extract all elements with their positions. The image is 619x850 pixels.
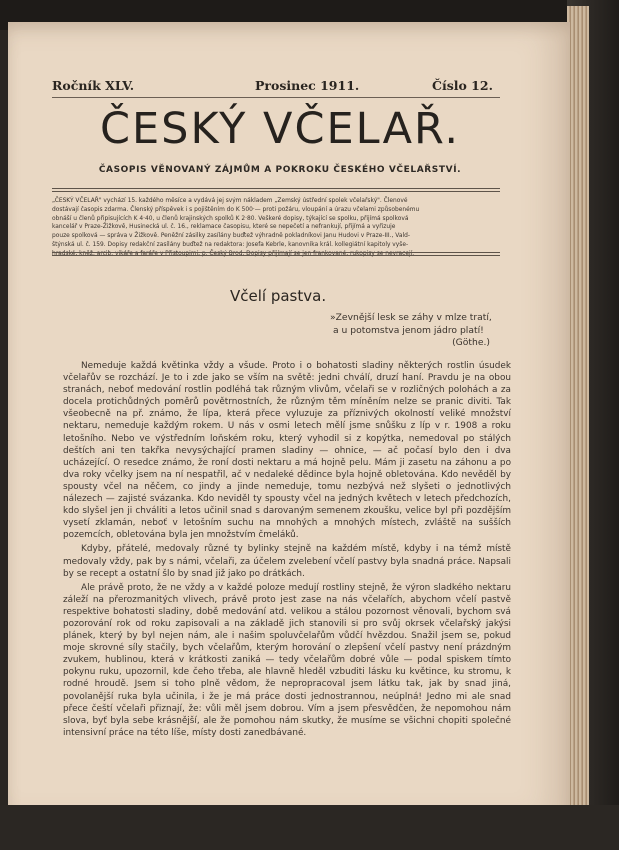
publication-info-box <box>52 197 500 259</box>
info-box-bottom-rule <box>52 252 500 256</box>
issue-number: Číslo 12. <box>432 78 493 93</box>
epigraph <box>330 312 512 350</box>
info-line: „ČESKÝ VČELAŘ" vychází 15. každého měsíce a vydává jej svým nákladem „Zemský ústřední spolek včelařský". Členové <box>52 198 408 204</box>
info-line: hradské, kněž. arcib. vikáře a faráře v Přistoupimi, p. Český Brod. Dopisy přijímají se jen frankované, rukopisy se nevracejí. <box>52 250 415 257</box>
epigraph-author: (Göthe.) <box>452 337 490 349</box>
masthead-title: ČESKÝ VČELAŘ. <box>99 104 461 154</box>
masthead-subtitle: ČASOPIS VĚNOVANÝ ZÁJMŮM A POKROKU ČESKÉHO VČELAŘSTVÍ. <box>98 165 462 175</box>
info-box-top-rule <box>52 188 500 192</box>
page-edges <box>567 6 589 806</box>
paragraph: Nemeduje každá květinka vždy a všude. Proto i o bohatosti sladiny některých rostlin úsudek včelařův se rozchází. Je to i zde jako se vším na světě: jedni chválí, druzí haní. Pravdu je na obou stranách, neboť medování rostlin podléhá tak různým vlivům, včelaři se v rozličných polohách a za docela protichůdných poměrů povětrnostních, že různým těm míněním nelze se praniс diviti. Tak všeobecně na př. známo, že lípa, která přece vyluzuje za příznivých okolností veliké množství nektaru, nemeduje každým rokem. U nás v osmi letech mělí jsme snůšku z líp v r. 1908 a roku letošního. Nebo ve výstředním loňském roku, který vyhodil si z kopýtka, nemedoval po stálých deštích ani ten takřka nevysýchající pramen sladiny — ohnice, — ač počasí bylo den i dva ucházející. O resedce známo, že roní dosti nektaru a má hojně pelu. Mám ji zasetu na záhonu a po dva roky včelky jsem na ní nespatřil, ač v nedaleké dědince byla hojně obletována. Kdo nevěděl by spousty včel na něčem, co jindy a jinde nemeduje, tomu nezbývá než slyšeti o jednotlivých nálezech — zajisté svázanka. Kdo neviděl ty spousty včel na jedných květech v letech předchozích, kdo slyšel jen ji chváliti a letos učinil snad s darovaným semenem zkoušku, velice byl při pozdějším vysetí zklamán, neboť v letošním suchu na mnohých a mnohých místech, zvláště na sušších pozemcích, obletována byla jen množstvím čmeláků. <box>63 361 511 541</box>
article-body <box>63 360 511 740</box>
info-line: obnáší u členů připisujících K 4·40, u členů krajinských spolků K 2·80. Veškeré dopisy, týkající se spolku, přijímá spolková <box>52 215 409 222</box>
volume-label: Ročník XLV. <box>52 78 135 93</box>
info-line: pouze spolková — správa v Žižkově. Peněžní zásilky zasílány buďtež výhradně pokladníkovi Janu Hudovi v Praze-III., Vald- <box>52 233 410 240</box>
paragraph: Kdyby, přátelé, medovaly různé ty bylinky stejně na každém místě, kdyby i na témž místě medovaly vždy, pak by s námi, včelaři, za účelem zvelebení včelí pastvy byla snadná práce. Napsali by se recept a ostatní šlo by snad již jako po drátkách. <box>63 544 511 579</box>
info-line: kancelář v Praze-Žižkově, Husinecká ul. č. 16., reklamace časopisu, které se nepečetí a nefrankují, přijímá a vyřizuje <box>52 224 396 231</box>
article-heading: Včelí pastva. <box>230 287 327 305</box>
issue-header <box>52 78 500 96</box>
epigraph-line: a u potomstva jenom jádro platí! <box>333 324 484 336</box>
info-line: dostávají časopis zdarma. Členský příspěvek i s pojištěním do K 500·— proti požáru, vloupání a úrazu včelami způsobenému <box>52 206 420 213</box>
issue-date: Prosinec 1911. <box>255 78 360 93</box>
paragraph: Ale právě proto, že ne vždy a v každé poloze medují rostliny stejně, že výron sladkého nektaru záleží na přerozmanitých vlivech, právě proto jest zase na nás včelařích, abychom včelí pastvě respektive bohatosti sladiny, době medování atd. velikou a stálou pozornost věnovali, bychom svá pozorování rok od roku zapisovali a na základě jich stanovili si pro svůj okrsek včelařský jakýsi plánek, který by byl nejen nám, ale i našim spoluvčelařům vůdčí hvězdou. Snažil jsem se, pokud moje skrovné síly stačily, bych včelařům, kterým horování o zlepšení včelí pastvy není prázdným zvukem, hublinou, která v krátkosti zaniká — tedy včelařům dobré vůle — podal spiskem tímto pokynu ruku, upozornil, kde čeho třeba, ale hlavně hleděl vzbuditi lásku ku květince, ku stromu, k rodné hroudě. Jsem si toho plně vědom, že nepropracoval jsem látku tak, jak by snad jiná, povolanější ruka byla učinila, i že je má práce dosti jednostrannou, neúplná! Jedno mi ale snad přece čeští včelaři přiznají, že: vůli měl jsem dobrou. Vím a jsem přesvědčen, že nepomohou nám slova, byť byla sebe krásnější, ale že pomohou nám skutky, že musíme se všichni chopiti společné intensivní práce na této líše, místy dosti zanedbávané. <box>63 582 511 738</box>
info-line: štýnská ul. č. 159. Dopisy redakční zasílány buďtež na redaktora: Josefa Kebrle, kanovníka král. kollegiátní kapitoly vyše- <box>52 241 409 248</box>
book-cover-bottom <box>0 805 619 850</box>
header-rule <box>52 97 500 98</box>
epigraph-line: »Zevnější lesk se záhy v mlze tratí, <box>330 312 492 323</box>
